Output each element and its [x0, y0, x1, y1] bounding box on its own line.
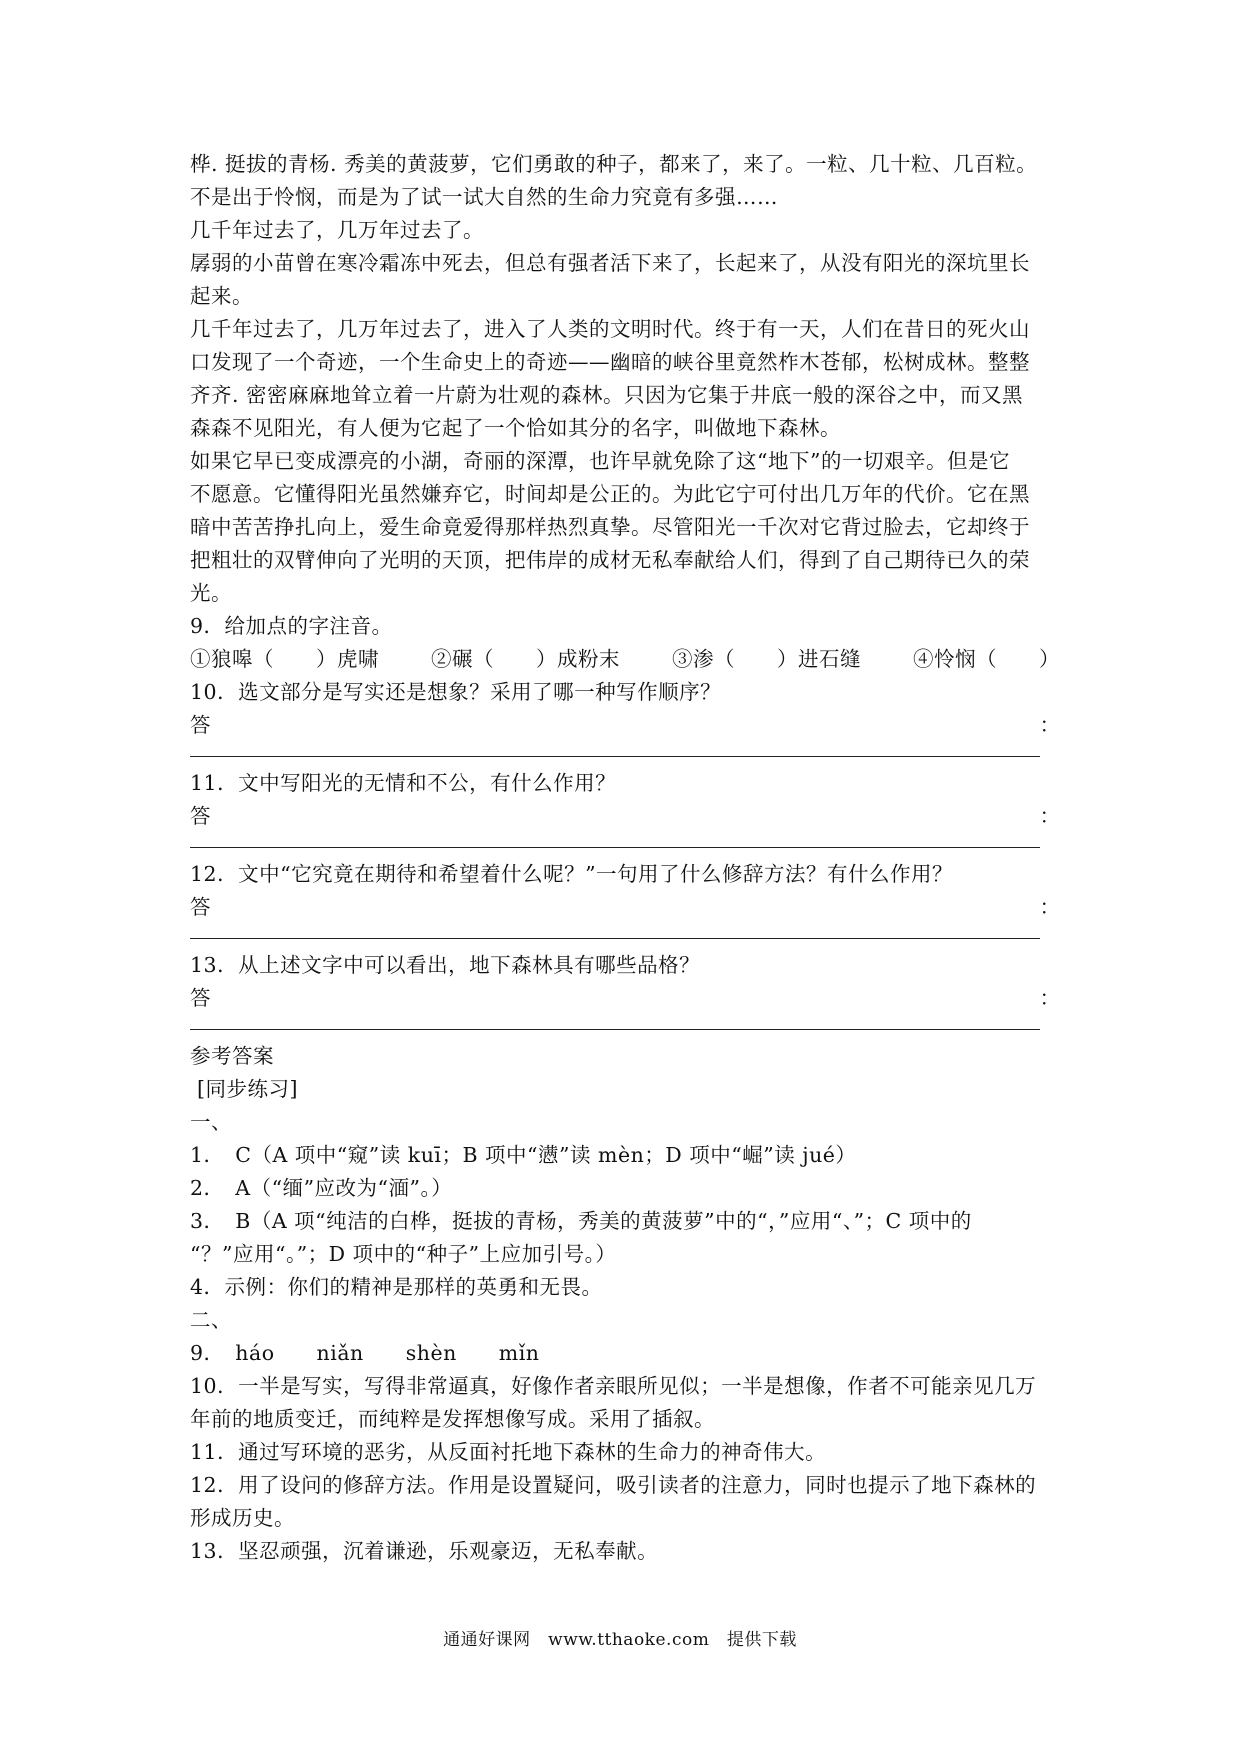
answer-line [190, 847, 1040, 848]
answer-colon: ： [1039, 804, 1060, 828]
question-9-options [190, 643, 1060, 676]
passage-line: 起来。 [190, 284, 253, 308]
q9-option: ②碾（ ）成粉末 [431, 647, 620, 671]
answer-line [190, 1029, 1040, 1030]
question-10 [190, 676, 1060, 757]
passage-line: 把粗壮的双臂伸向了光明的天顶，把伟岸的成材无私奉献给人们，得到了自己期待已久的荣 [190, 548, 1030, 572]
answer-line-text: 1． C（A 项中“窥”读 kuī；B 项中“懑”读 mèn；D 项中“崛”读 jué） [190, 1143, 857, 1167]
answer-line-text: 11．通过写环境的恶劣，从反面衬托地下森林的生命力的神奇伟大。 [190, 1440, 827, 1464]
answer-key-heading: 参考答案 [190, 1044, 274, 1068]
answer-line-text: 3． B（A 项“纯洁的白桦，挺拔的青杨，秀美的黄菠萝”中的“，”应用“、”；C 项中的 [190, 1209, 972, 1233]
question-prompt: 10．选文部分是写实还是想象？采用了哪一种写作顺序？ [190, 680, 722, 704]
content-column [190, 148, 1060, 1568]
passage-line: 几千年过去了，几万年过去了。 [190, 218, 484, 242]
question-prompt: 13．从上述文字中可以看出，地下森林具有哪些品格？ [190, 953, 701, 977]
answer-colon: ： [1039, 986, 1060, 1010]
answer-line-text: 形成历史。 [190, 1506, 295, 1530]
answer-line-text: 一、 [190, 1110, 232, 1134]
question-13 [190, 949, 1060, 1030]
answer-line-text: “？”应用“。”；D 项中的“种子”上应加引号。） [190, 1242, 617, 1266]
answer-line-text: 13．坚忍顽强，沉着谦逊，乐观豪迈，无私奉献。 [190, 1539, 659, 1563]
page-footer: 通通好课网 www.tthaoke.com 提供下载 [443, 1630, 797, 1650]
answer-line [190, 756, 1040, 757]
q9-option: ③渗（ ）进石缝 [672, 647, 861, 671]
passage-line: 孱弱的小苗曾在寒冷霜冻中死去，但总有强者活下来了，长起来了，从没有阳光的深坑里长 [190, 251, 1030, 275]
answer-line-text: 年前的地质变迁，而纯粹是发挥想像写成。采用了插叙。 [190, 1407, 715, 1431]
answer-row [190, 982, 1060, 1015]
question-11 [190, 767, 1060, 848]
q9-option: ④怜悯（ ） [913, 647, 1060, 671]
answer-line-text: 9． háo niǎn shèn mǐn [190, 1341, 540, 1365]
passage-line: 几千年过去了，几万年过去了，进入了人类的文明时代。终于有一天，人们在昔日的死火山 [190, 317, 1030, 341]
answer-row [190, 891, 1060, 924]
passage-line: 齐齐. 密密麻麻地耸立着一片蔚为壮观的森林。只因为它集于井底一般的深谷之中，而又黑 [190, 383, 1024, 407]
passage-line: 口发现了一个奇迹，一个生命史上的奇迹——幽暗的峡谷里竟然柞木苍郁，松树成林。整整 [190, 350, 1030, 374]
passage-line: 不是出于怜悯，而是为了试一试大自然的生命力究竟有多强…… [190, 185, 778, 209]
passage-line: 森森不见阳光，有人便为它起了一个恰如其分的名字，叫做地下森林。 [190, 416, 841, 440]
answer-key [190, 1040, 1060, 1568]
passage-line: 如果它早已变成漂亮的小湖，奇丽的深潭，也许早就免除了这“地下”的一切艰辛。但是它 [190, 449, 1010, 473]
answer-line-text: 10．一半是写实，写得非常逼真，好像作者亲眼所见似；一半是想像，作者不可能亲见几万 [190, 1374, 1037, 1398]
answer-line-text: 12．用了设问的修辞方法。作用是设置疑问，吸引读者的注意力，同时也提示了地下森林的 [190, 1473, 1037, 1497]
answer-line-text: 2． A（“缅”应改为“湎”。） [190, 1176, 453, 1200]
answer-colon: ： [1039, 895, 1060, 919]
answer-label: 答 [190, 804, 211, 828]
question-9-prompt: 9．给加点的字注音。 [190, 614, 393, 638]
question-12 [190, 858, 1060, 939]
passage-line: 不愿意。它懂得阳光虽然嫌弃它，时间却是公正的。为此它宁可付出几万年的代价。它在黑 [190, 482, 1030, 506]
passage-line: 暗中苦苦挣扎向上，爱生命竟爱得那样热烈真挚。尽管阳光一千次对它背过脸去，它却终于 [190, 515, 1030, 539]
answer-label: 答 [190, 986, 211, 1010]
answer-line-text: 二、 [190, 1308, 232, 1332]
answer-key-subheading: [同步练习] [190, 1077, 299, 1101]
q9-option: ①狼嗥（ ）虎啸 [190, 647, 379, 671]
question-prompt: 11．文中写阳光的无情和不公，有什么作用？ [190, 771, 617, 795]
question-prompt: 12．文中“它究竟在期待和希望着什么呢？”一句用了什么修辞方法？有什么作用？ [190, 862, 954, 886]
passage-line: 桦. 挺拔的青杨. 秀美的黄菠萝，它们勇敢的种子，都来了，来了。一粒、几十粒、几百粒。 [190, 152, 1038, 176]
answer-row [190, 709, 1060, 742]
answer-colon: ： [1039, 713, 1060, 737]
passage-text [190, 148, 1060, 610]
passage-line: 光。 [190, 581, 232, 605]
answer-label: 答 [190, 895, 211, 919]
answer-line-text: 4．示例：你们的精神是那样的英勇和无畏。 [190, 1275, 603, 1299]
answer-line [190, 938, 1040, 939]
answer-row [190, 800, 1060, 833]
answer-label: 答 [190, 713, 211, 737]
